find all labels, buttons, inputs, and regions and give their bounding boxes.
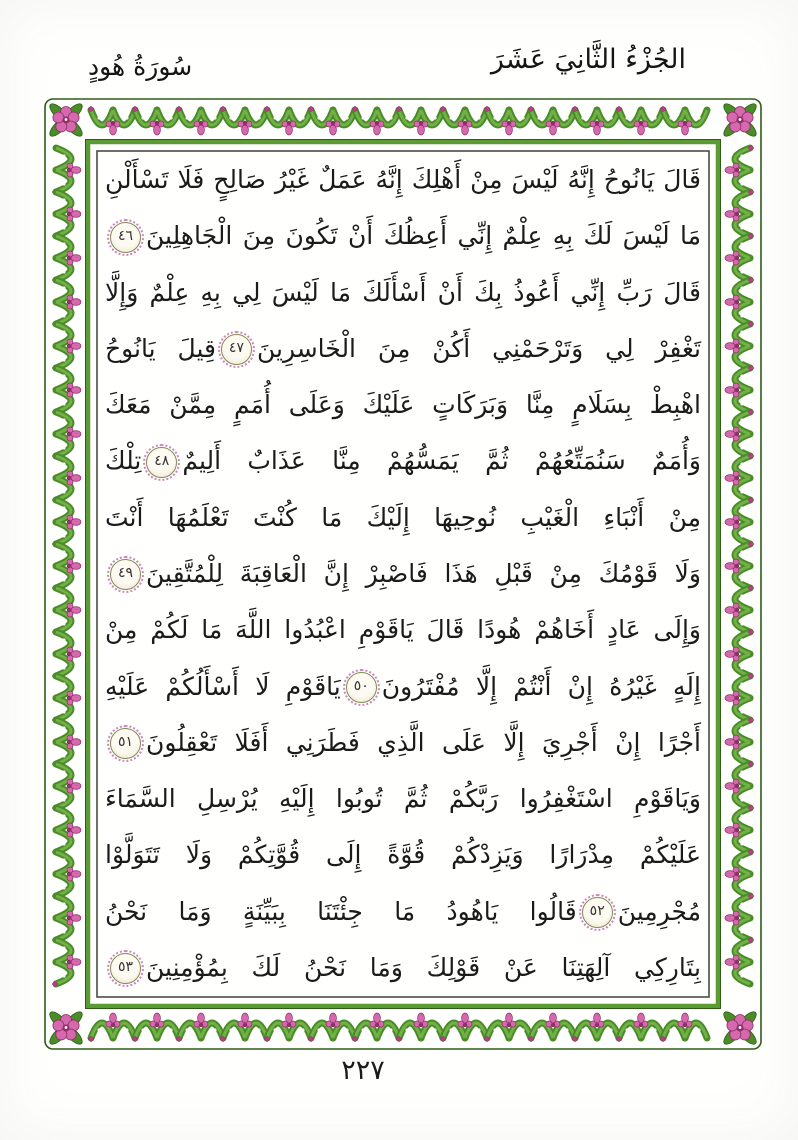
quran-line [105, 265, 701, 321]
quran-line [105, 827, 701, 883]
quran-line [105, 377, 701, 433]
ayah-marker: ٥١ [110, 728, 141, 759]
quran-line [105, 208, 701, 264]
ayah-marker: ٥٠ [346, 672, 377, 703]
ayah-marker: ٤٩ [110, 559, 141, 590]
ayah-text: أَجْرًا إِنْ أَجْرِيَ إِلَّا عَلَى الَّذِي فَطَرَنِي أَفَلَا تَعْقِلُونَ [146, 727, 701, 757]
ayah-text: اهْبِطْ بِسَلَامٍ مِنَّا وَبَرَكَاتٍ عَلَيْكَ وَعَلَى أُمَمٍ مِمَّنْ مَعَكَ [105, 390, 701, 420]
ayah-marker: ٥٣ [110, 953, 141, 984]
quran-line [105, 433, 701, 489]
ayah-marker: ٤٦ [110, 222, 141, 253]
ayah-marker: ٤٧ [221, 334, 252, 365]
ayah-text: تِلْكَ [105, 446, 142, 476]
quran-text [105, 152, 701, 996]
ayah-text: قَالَ يَانُوحُ إِنَّهُ لَيْسَ مِنْ أَهْلِكَ إِنَّهُ عَمَلٌ غَيْرُ صَالِحٍ فَلَا تَسْأَلْنِ [105, 165, 701, 194]
quran-line [105, 771, 701, 827]
ayah-text: بِتَارِكِي آلِهَتِنَا عَنْ قَوْلِكَ وَمَا نَحْنُ لَكَ بِمُؤْمِنِينَ [146, 952, 701, 982]
ayah-text: قِيلَ يَانُوحُ [105, 333, 216, 363]
ayah-text: وَيَاقَوْمِ اسْتَغْفِرُوا رَبَّكُمْ ثُمَّ تُوبُوا إِلَيْهِ يُرْسِلِ السَّمَاءَ [105, 784, 701, 814]
ayah-text: قَالُوا يَاهُودُ مَا جِئْتَنَا بِبَيِّنَةٍ وَمَا نَحْنُ [105, 896, 577, 926]
quran-line [105, 602, 701, 658]
ayah-text: مِنْ أَنْبَاءِ الْغَيْبِ نُوحِيهَا إِلَيْكَ مَا كُنْتَ تَعْلَمُهَا أَنْتَ [105, 502, 701, 532]
ayah-text: وَأُمَمٌ سَنُمَتِّعُهُمْ ثُمَّ يَمَسُّهُمْ مِنَّا عَذَابٌ أَلِيمٌ [182, 446, 701, 476]
juz-label: الجُزْءُ الثَّانِيَ عَشَرَ [490, 44, 686, 75]
quran-line [105, 152, 701, 208]
ayah-text: عَلَيْكُمْ مِدْرَارًا وَيَزِدْكُمْ قُوَّةً إِلَى قُوَّتِكُمْ وَلَا تَتَوَلَّوْا [105, 840, 701, 870]
quran-line [105, 940, 701, 996]
quran-line [105, 659, 701, 715]
ayah-text: قَالَ رَبِّ إِنِّي أَعُوذُ بِكَ أَنْ أَسْأَلَكَ مَا لَيْسَ لِي بِهِ عِلْمٌ وَإِلَّا [105, 277, 701, 307]
ayah-text: يَاقَوْمِ لَا أَسْأَلُكُمْ عَلَيْهِ [105, 671, 341, 701]
ayah-text: مُجْرِمِينَ [617, 896, 701, 926]
quran-line [105, 884, 701, 940]
ayah-marker: ٤٨ [146, 447, 177, 478]
ayah-text: وَلَا قَوْمُكَ مِنْ قَبْلِ هَذَا فَاصْبِرْ إِنَّ الْعَاقِبَةَ لِلْمُتَّقِينَ [146, 558, 701, 588]
quran-line [105, 546, 701, 602]
ayah-marker: ٥٢ [582, 897, 613, 928]
quran-line [105, 490, 701, 546]
ayah-text: وَإِلَى عَادٍ أَخَاهُمْ هُودًا قَالَ يَاقَوْمِ اعْبُدُوا اللَّهَ مَا لَكُمْ مِنْ [105, 615, 701, 645]
ayah-text: إِلَهٍ غَيْرُهُ إِنْ أَنْتُمْ إِلَّا مُفْتَرُونَ [381, 671, 701, 701]
page-number: ٢٢٧ [341, 1055, 385, 1086]
surah-name-label: سُورَةُ هُودٍ [88, 52, 193, 81]
ayah-text: تَغْفِرْ لِي وَتَرْحَمْنِي أَكُنْ مِنَ الْخَاسِرِينَ [256, 333, 701, 363]
ayah-text: مَا لَيْسَ لَكَ بِهِ عِلْمٌ إِنِّي أَعِظُكَ أَنْ تَكُونَ مِنَ الْجَاهِلِينَ [146, 221, 701, 251]
quran-line [105, 321, 701, 377]
quran-line [105, 715, 701, 771]
